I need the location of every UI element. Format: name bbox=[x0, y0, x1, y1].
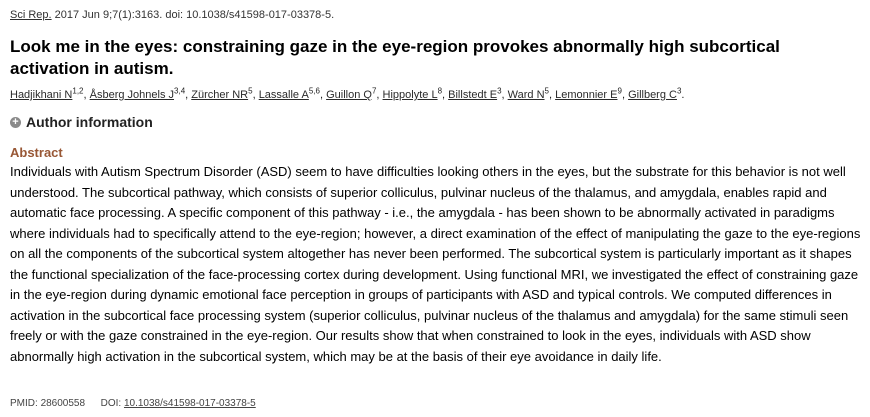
author-affiliation-sup: 5,6 bbox=[308, 86, 320, 96]
author-affiliation-sup: 7 bbox=[371, 86, 377, 96]
author-affiliation-sup: 3 bbox=[497, 86, 502, 96]
pmid-label: PMID: bbox=[10, 398, 38, 409]
author-link[interactable]: Billstedt E bbox=[448, 89, 498, 101]
author-link[interactable]: Gillberg C bbox=[628, 89, 677, 101]
citation-line bbox=[10, 9, 334, 21]
doi-label: DOI: bbox=[100, 398, 122, 409]
identifiers bbox=[10, 398, 256, 409]
plus-icon[interactable]: + bbox=[10, 117, 21, 128]
author-separator: , bbox=[185, 89, 192, 101]
author-link[interactable]: Hadjikhani N bbox=[10, 89, 73, 101]
author-link[interactable]: Hippolyte L bbox=[382, 89, 438, 101]
author-affiliation-sup: 5 bbox=[544, 86, 549, 96]
doi-link[interactable]: 10.1038/s41598-017-03378-5 bbox=[123, 398, 256, 409]
author-affiliation-sup: 3 bbox=[676, 86, 682, 96]
author-affiliation-sup: 5 bbox=[248, 86, 253, 96]
author-information-label[interactable]: Author information bbox=[26, 114, 153, 130]
author-link[interactable]: Åsberg Johnels J bbox=[89, 89, 175, 101]
author-link[interactable]: Ward N bbox=[507, 89, 545, 101]
author-separator: , bbox=[83, 89, 90, 101]
author-separator: , bbox=[548, 89, 556, 101]
author-separator: . bbox=[681, 89, 685, 101]
author-separator: , bbox=[376, 89, 383, 101]
author-separator: , bbox=[621, 89, 629, 101]
author-separator: , bbox=[501, 89, 508, 101]
author-separator: , bbox=[319, 89, 327, 101]
article-title: Look me in the eyes: constraining gaze in the eye-region provokes abnormally high subcortical activation in autism. bbox=[10, 37, 780, 78]
author-separator: , bbox=[442, 89, 449, 101]
author-separator: , bbox=[252, 89, 259, 101]
author-affiliation-sup: 8 bbox=[437, 86, 443, 96]
author-link[interactable]: Guillon Q bbox=[326, 89, 372, 101]
author-affiliation-sup: 9 bbox=[617, 86, 622, 96]
author-list bbox=[10, 86, 685, 101]
journal-link[interactable]: Sci Rep. bbox=[10, 9, 52, 21]
author-link[interactable]: Lassalle A bbox=[258, 89, 309, 101]
abstract-heading: Abstract bbox=[10, 145, 63, 160]
author-affiliation-sup: 3,4 bbox=[174, 86, 186, 96]
pmid-value: 28600558 bbox=[40, 398, 86, 409]
author-information-toggle[interactable] bbox=[10, 114, 153, 130]
citation-details: 2017 Jun 9;7(1):3163. doi: 10.1038/s41598-017-03378-5. bbox=[51, 9, 335, 21]
abstract-text: Individuals with Autism Spectrum Disorder (ASD) seem to have difficulties looking others in the eyes, but the substrate for this behavior is not well understood. The subcortical pathway, which consists of superior colliculus, pulvinar nucleus of the thalamus, and amygdala, enables rapid and automatic face processing. A specific component of this pathway - i.e., the amygdala - has been shown to be abnormally activated in paradigms where individuals had to specifically attend to the eye-region; however, a direct examination of the effect of manipulating the gaze to the eye-regions on all the components of the subcortical system altogether has never been performed. The subcortical system is particularly important as it shapes the functional specialization of the face-processing cortex during development. Using functional MRI, we investigated the effect of constraining gaze in the eye-region during dynamic emotional face perception in groups of participants with ASD and typical controls. We computed differences in activation in the subcortical face processing system (superior colliculus, pulvinar nucleus of the thalamus and amygdala) for the same stimuli seen freely or with the gaze constrained in the eye-region. Our results show that when constrained to look in the eyes, individuals with ASD show abnormally high activation in the subcortical system, which may be at the basis of their eye avoidance in daily life. bbox=[10, 164, 861, 364]
author-affiliation-sup: 1,2 bbox=[72, 86, 84, 96]
author-link[interactable]: Zürcher NR bbox=[191, 89, 249, 101]
author-link[interactable]: Lemonnier E bbox=[555, 89, 618, 101]
